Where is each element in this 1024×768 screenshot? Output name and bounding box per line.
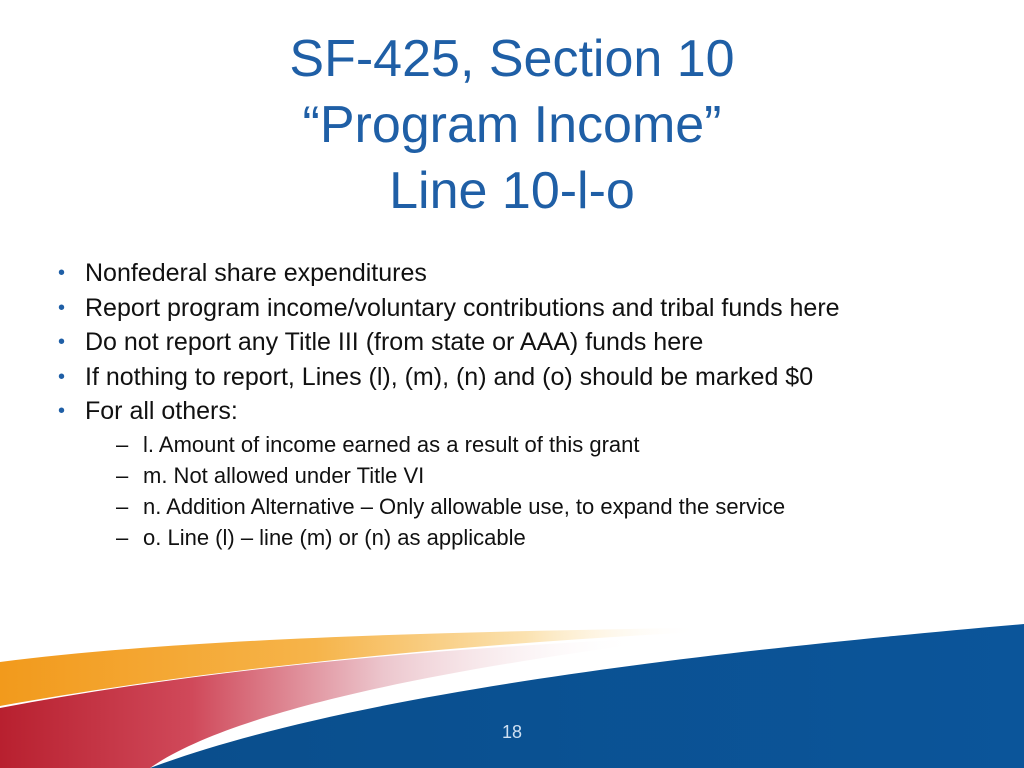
bullet-text: If nothing to report, Lines (l), (m), (n) and (o) should be marked $0: [85, 362, 814, 391]
bullet-icon: •: [58, 331, 66, 353]
page-number: 18: [501, 722, 523, 742]
dash-icon: –: [116, 462, 129, 488]
bullet-text: Nonfederal share expenditures: [85, 259, 427, 287]
bullet-icon: •: [58, 365, 66, 388]
bullet-icon: •: [58, 400, 66, 422]
bullet-icon: •: [58, 296, 66, 319]
bullet-text: Report program income/voluntary contributions and tribal funds here: [85, 293, 840, 322]
title-line-3: Line 10-l-o: [389, 162, 635, 220]
sub-bullet-text: o. Line (l) – line (m) or (n) as applicable: [143, 524, 526, 550]
bullet-text: For all others:: [85, 397, 238, 425]
sub-bullet-text: l. Amount of income earned as a result of this grant: [143, 431, 640, 457]
sub-bullet-text: m. Not allowed under Title VI: [143, 462, 425, 488]
dash-icon: –: [116, 524, 129, 550]
dash-icon: –: [116, 431, 129, 457]
sub-bullet-text: n. Addition Alternative – Only allowable use, to expand the service: [143, 493, 786, 519]
title-line-2: “Program Income”: [302, 96, 722, 154]
dash-icon: –: [116, 493, 129, 519]
bullet-icon: •: [58, 262, 66, 284]
title-line-1: SF-425, Section 10: [289, 30, 735, 88]
bullet-text: Do not report any Title III (from state or AAA) funds here: [85, 328, 704, 356]
